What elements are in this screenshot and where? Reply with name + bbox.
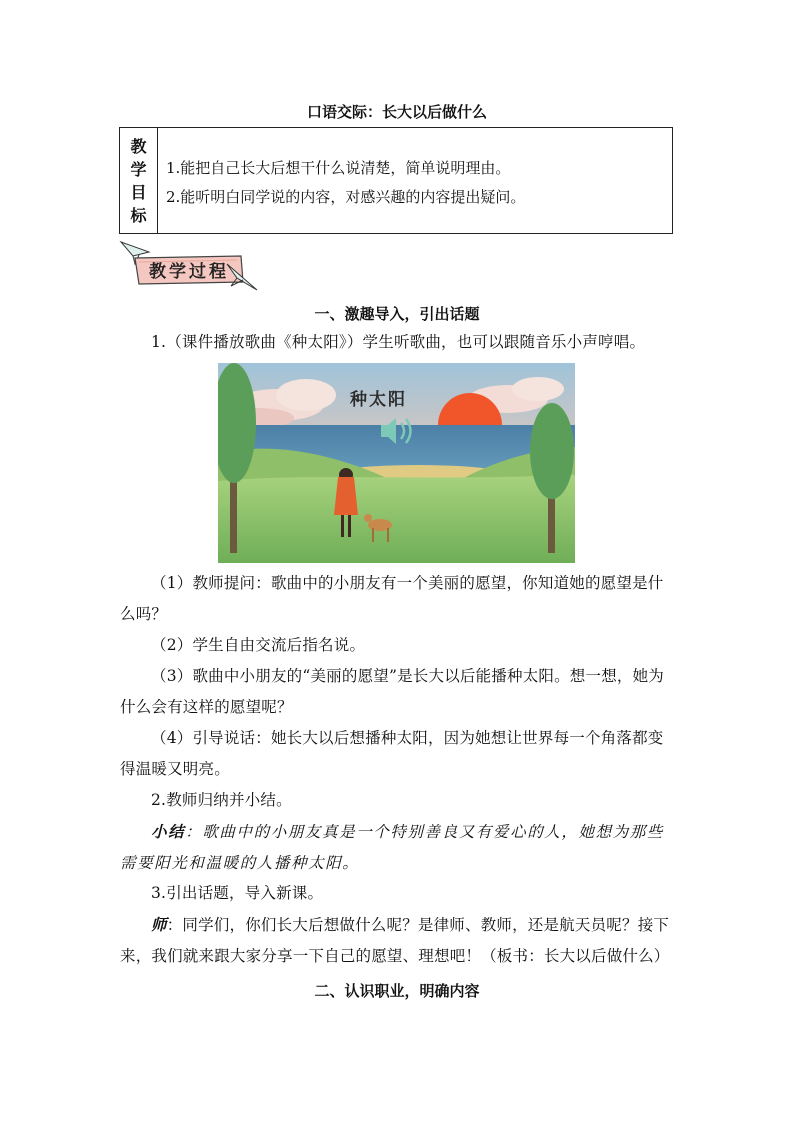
goal-item: 2.能听明白同学说的内容，对感兴趣的内容提出疑问。 <box>166 188 526 206</box>
song-illustration <box>218 363 575 563</box>
summary-paragraph <box>120 816 674 879</box>
goal-item: 1.能把自己长大后想干什么说清楚，简单说明理由。 <box>166 159 511 177</box>
badge-label: 教学过程 <box>149 262 229 282</box>
goals-table <box>119 127 673 234</box>
teaching-process-badge <box>119 238 259 294</box>
section1-heading: 一、激趣导入，引出话题 <box>314 305 480 323</box>
teacher-paragraph <box>120 909 674 972</box>
paragraph: （3）歌曲中小朋友的“美丽的愿望”是长大以后能播种太阳。想一想，她为什么会有这样的愿望呢？ <box>120 667 665 716</box>
image-title: 种太阳 <box>350 390 407 410</box>
summary-label: 小结 <box>151 822 186 841</box>
paragraph: （1）教师提问：歌曲中的小朋友有一个美丽的愿望，你知道她的愿望是什么吗？ <box>120 574 664 623</box>
teacher-text: ：同学们，你们长大后想做什么呢？是律师、教师，还是航天员呢？接下来，我们就来跟大家分享一下自己的愿望、理想吧！（板书：长大以后做什么） <box>120 916 670 965</box>
section2-heading: 二、认识职业，明确内容 <box>314 982 480 1000</box>
paragraph: （4）引导说话：她长大以后想播种太阳，因为她想让世界每一个角落都变得温暖又明亮。 <box>120 729 664 778</box>
goals-label-cell <box>120 128 158 233</box>
summary-text: ：歌曲中的小朋友真是一个特别善良又有爱心的人，她想为那些需要阳光和温暖的人播种太阳。 <box>120 823 665 872</box>
paragraph: （2）学生自由交流后指名说。 <box>151 636 366 654</box>
goals-content-cell <box>158 128 525 233</box>
paragraph: 1.（课件播放歌曲《种太阳》）学生听歌曲，也可以跟随音乐小声哼唱。 <box>151 333 646 351</box>
paragraph: 2.教师归纳并小结。 <box>151 791 292 809</box>
paragraph: 3.引出话题，导入新课。 <box>151 884 324 902</box>
page-title: 口语交际：长大以后做什么 <box>306 103 487 121</box>
paper-plane-icon <box>119 238 259 294</box>
teacher-label: 师 <box>151 915 167 934</box>
goals-label: 教学目标 <box>130 136 147 225</box>
